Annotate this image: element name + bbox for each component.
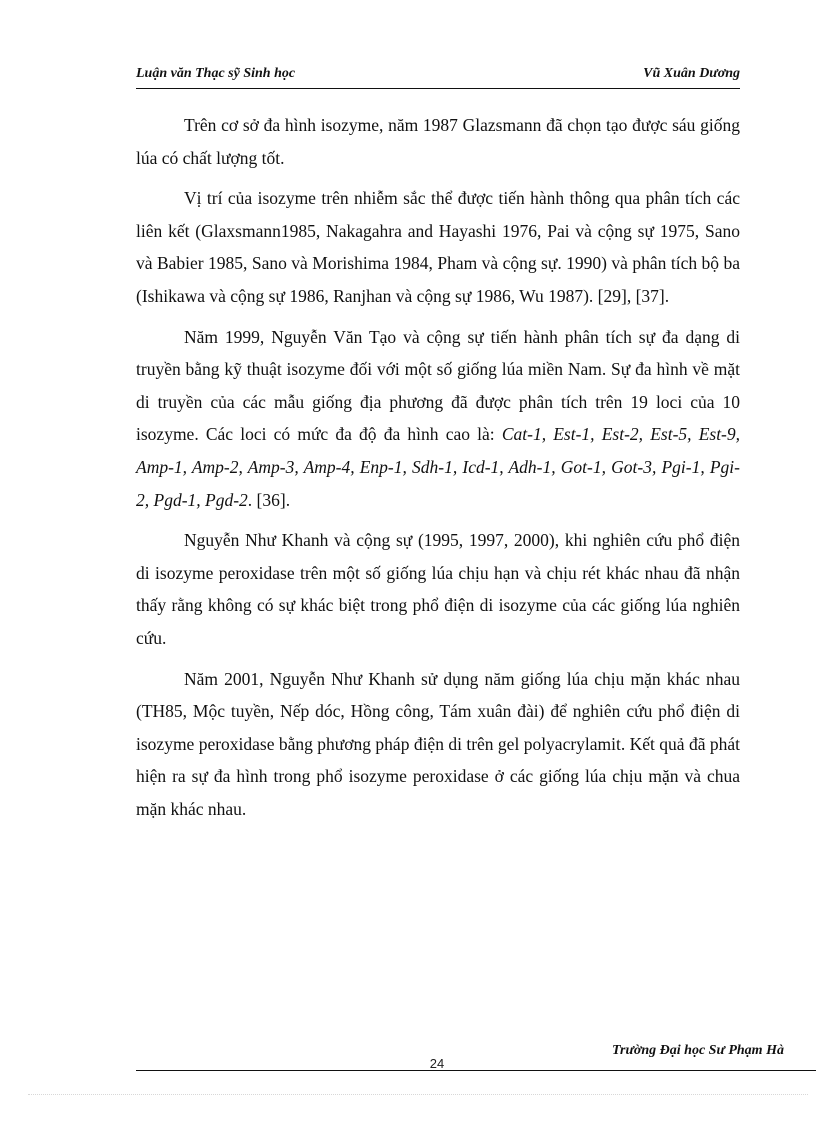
- paragraph-3: [136, 321, 740, 517]
- paragraph-4: Nguyễn Như Khanh và cộng sự (1995, 1997, 2000), khi nghiên cứu phổ điện di isozyme peroxidase trên một số giống lúa chịu hạn và chịu rét khác nhau đã nhận thấy rằng không có sự khác biệt trong phổ điện di isozyme của các giống lúa nghiên cứu.: [136, 530, 740, 648]
- loci-list: Cat-1, Est-1, Est-2, Est-5, Est-9, Amp-1, Amp-2, Amp-3, Amp-4, Enp-1, Sdh-1, Icd-1, Adh-1, Got-1, Got-3, Pgi-1, Pgi-2, Pgd-1, Pgd-2: [136, 424, 741, 510]
- body-text: [136, 109, 740, 825]
- paragraph-5: Năm 2001, Nguyễn Như Khanh sử dụng năm giống lúa chịu mặn khác nhau (TH85, Mộc tuyền, Nếp dóc, Hồng công, Tám xuân đài) để nghiên cứu phổ điện di isozyme peroxidase bằng phương pháp điện di trên gel polyacrylamit. Kết quả đã phát hiện ra sự đa hình trong phổ isozyme peroxidase ở các giống lúa chịu mặn và chua mặn khác nhau.: [136, 668, 740, 819]
- paragraph-2: Vị trí của isozyme trên nhiễm sắc thể được tiến hành thông qua phân tích các liên kết (Glaxsmann1985, Nakagahra and Hayashi 1976, Pai và cộng sự 1975, Sano và Babier 1985, Sano và Morishima 1984, Pham và cộng sự. 1990) và phân tích bộ ba (Ishikawa và cộng sự 1986, Ranjhan và cộng sự 1986, Wu 1987). [29], [37].: [136, 188, 740, 306]
- page-number: 24: [429, 1056, 445, 1071]
- footer-divider: [136, 1070, 816, 1071]
- header-thesis-title: Luận văn Thạc sỹ Sinh học: [136, 66, 296, 81]
- header-author-name: Vũ Xuân Dương: [643, 66, 740, 81]
- paragraph-1: Trên cơ sở đa hình isozyme, năm 1987 Glazsmann đã chọn tạo được sáu giống lúa có chất lượng tốt.: [136, 115, 740, 168]
- page-bottom-dotted-border: [28, 1094, 808, 1095]
- header-divider: [136, 88, 740, 89]
- footer-institution: Trường Đại học Sư Phạm Hà: [612, 1043, 784, 1058]
- paragraph-3-intro: Năm 1999, Nguyễn Văn Tạo và cộng sự tiến hành phân tích sự đa dạng di truyền bằng kỹ thuật isozyme đối với một số giống lúa miền Nam. Sự đa hình về mặt di truyền của các mẫu giống địa phương đã được phân tích trên 19 loci của 10 isozyme. Các loci có mức đa độ đa hình cao là:: [136, 326, 740, 445]
- running-header: [136, 66, 740, 88]
- paragraph-3-citation: . [36].: [247, 489, 291, 510]
